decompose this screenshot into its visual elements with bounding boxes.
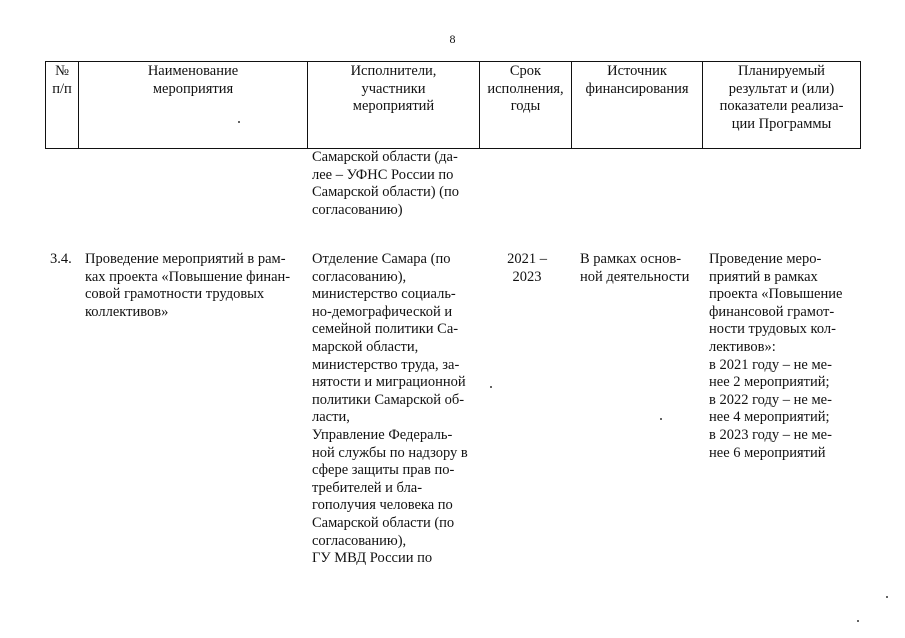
header-executors: Исполнители, участники мероприятий [308, 62, 480, 149]
row-result: Проведение меро- приятий в рамках проекта «Повышение финансовой грамот- ности трудовых кол- лективов»: в 2021 году – не ме- нее 2 мероприятий; в 2022 году – не ме- нее 4 мероприятий; в 2023 году – не ме- нее 6 мероприятий [709, 251, 843, 461]
header-name: Наименование мероприятия [79, 62, 308, 149]
scan-speck [490, 386, 492, 388]
row-executors: Отделение Самара (по согласованию), министерство социаль- но-демографической и семейной политики Са- марской области, министерство труда, за- нятости и миграционной политики Самарской об- ласти, Управление Федераль- ной службы по надзору в сфере защиты прав по- требителей и бла- гополучия человека по Самарской области (по согласованию), ГУ МВД России по [312, 251, 468, 567]
row-source: В рамках основ- ной деятельности [580, 251, 690, 285]
header-result: Планируемый результат и (или) показатели реализа- ции Программы [703, 62, 861, 149]
scan-speck [660, 418, 662, 420]
program-table [45, 61, 861, 149]
scan-speck [238, 121, 240, 123]
header-num: № п/п [46, 62, 79, 149]
page-number: 8 [449, 32, 456, 46]
scan-speck [857, 620, 859, 622]
table-header-row [46, 62, 861, 149]
header-period: Срок исполнения, годы [480, 62, 572, 149]
row-name: Проведение мероприятий в рам- ках проекта «Повышение финан- совой грамотности трудовых коллективов» [85, 251, 291, 320]
scan-speck [886, 596, 888, 598]
header-source: Источник финансирования [572, 62, 703, 149]
row-number: 3.4. [50, 251, 72, 267]
continuation-executors: Самарской области (да- лее – УФНС России по Самарской области) (по согласованию) [312, 149, 460, 218]
row-period: 2021 – 2023 [507, 251, 547, 285]
